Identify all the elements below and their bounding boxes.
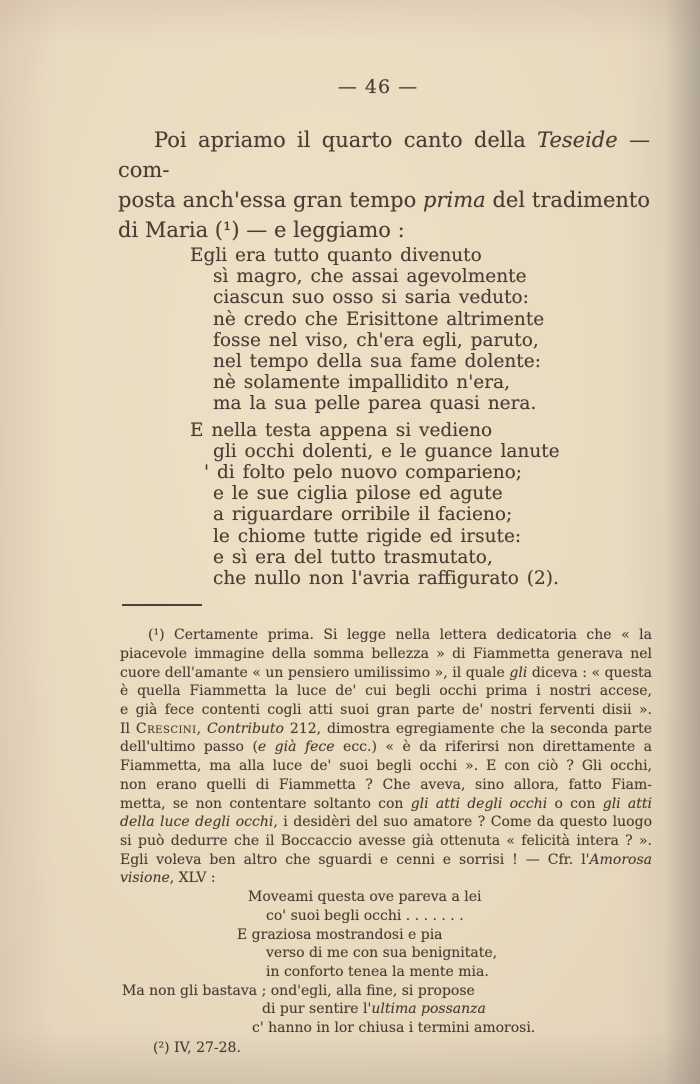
footnote-line (120, 795, 652, 814)
footnote-line (120, 682, 652, 701)
footnote-closing-line (120, 982, 700, 1001)
text-segment: , i desidèri del suo amatore ? Come da questo luogo (273, 814, 652, 831)
poem-line: nè credo che Erisittone altrimente (213, 308, 545, 330)
footnote-line (120, 776, 652, 795)
footnote-line (120, 720, 652, 739)
text-segment: e già fece contenti cogli atti suoi gran parte de' nostri ferventi disii ». (120, 702, 652, 719)
text-segment: piacevole immagine della somma bellezza » di Fiammetta generava nel (120, 645, 652, 662)
text-segment: gli atti degli occhi (410, 795, 548, 812)
footnote-line (120, 701, 652, 720)
poem-line: fosse nel viso, ch'era egli, paruto, (213, 329, 539, 351)
text-segment: prima (423, 188, 486, 212)
text-segment: metta, se non contentare soltanto con (120, 795, 411, 812)
footnote-verse-line: in conforto tenea la mente mia. (266, 963, 489, 980)
footnote-verse-line: verso di me con sua benignitate, (266, 945, 498, 962)
poem-line: sì magro, che assai agevolmente (213, 266, 527, 288)
poem-line: a riguardare orribile il facieno; (213, 504, 513, 526)
intro-line (118, 215, 650, 245)
text-segment: c' hanno in lor chiusa i termini amorosi. (252, 1020, 536, 1037)
footnote-verse (120, 888, 700, 982)
text-segment: Crescini (135, 720, 197, 737)
poem-line: e sì era del tutto trasmutato, (213, 546, 493, 568)
text-segment: , (196, 720, 207, 737)
poem-line: ' di folto pelo nuovo comparieno; (204, 462, 523, 484)
footnote-line (120, 645, 652, 664)
text-segment: non erano quelli di Fiammetta ? Che aveva, sino allora, fatto Fiam- (120, 776, 652, 793)
text-segment: Teseide (537, 128, 618, 152)
text-segment: e già fece (257, 739, 335, 756)
footnote-line (120, 851, 652, 870)
text-segment: Il (120, 720, 136, 737)
text-segment: — com- (118, 128, 650, 182)
footnote-line (120, 664, 652, 683)
text-segment: cuore dell'amante « un pensiero umilissimo », il quale (120, 664, 510, 681)
text-segment: Fiammetta, ma alla luce de' suoi begli occhi ». E con ciò ? Gli occhi, (120, 758, 652, 775)
text-segment: di Maria (¹) — e leggiamo : (118, 218, 405, 242)
text-segment: visione (120, 870, 170, 887)
footnote-closing (120, 982, 700, 1058)
page-number: — 46 — (337, 76, 419, 98)
intro-line (118, 185, 650, 215)
poem-quotation (190, 245, 700, 589)
text-segment: dell'ultimo passo ( (120, 739, 258, 756)
footnote-line (120, 832, 652, 851)
text-segment: Ma non gli bastava ; ond'egli, alla fine, si propose (122, 982, 475, 999)
footnote-verse-line: co' suoi begli occhi . . . . . . . (266, 907, 464, 924)
text-segment: Contributo (207, 720, 284, 737)
footnote-line (120, 869, 652, 888)
footnote-closing-line (120, 1000, 700, 1019)
text-segment: posta anch'essa gran tempo (118, 188, 424, 212)
intro-line (118, 125, 650, 185)
poem-line: Egli era tutto quanto divenuto (190, 245, 482, 266)
footnote-line (120, 813, 652, 832)
text-segment: Poi apriamo il quarto canto della (154, 128, 538, 152)
footnote-line (120, 738, 652, 757)
text-segment: Egli voleva ben altro che sguardi e cenni e sorrisi ! — Cfr. l' (120, 851, 590, 868)
intro-paragraph (118, 125, 650, 245)
text-segment: o con (547, 795, 603, 812)
text-segment: 212, dimostra egregiamente che la seconda parte (284, 720, 652, 737)
poem-line: che nullo non l'avria raffigurato (2). (213, 568, 559, 590)
text-segment: della luce degli occhi (120, 814, 274, 831)
footnote-ref-line: (²) IV, 27-28. (153, 1039, 241, 1056)
footnote-closing-line (120, 1019, 700, 1038)
footnote-block (120, 626, 652, 888)
footnote-line (120, 626, 652, 645)
text-segment: gli (509, 664, 528, 681)
poem-line: le chiome tutte rigide ed irsute: (213, 525, 522, 547)
poem-line: E nella testa appena si vedieno (190, 419, 493, 441)
text-segment: diceva : « questa (527, 664, 652, 681)
text-segment: di pur sentire l' (262, 1001, 372, 1018)
text-segment: (¹) Certamente prima. Si legge nella lettera dedicatoria che « la (148, 627, 652, 644)
poem-line: ma la sua pelle parea quasi nera. (213, 393, 537, 415)
footnote-separator-rule (122, 604, 202, 606)
text-segment: ecc.) « è da riferirsi non direttamente a (334, 739, 652, 756)
footnote-line (120, 757, 652, 776)
footnote-verse-line: E graziosa mostrandosi e pia (237, 926, 443, 943)
poem-line: e le sue ciglia pilose ed agute (213, 483, 503, 505)
text-segment: Amorosa (589, 851, 652, 868)
footnote-verse-line: Moveami questa ove pareva a lei (248, 889, 482, 906)
poem-line: nè solamente impallidito n'era, (213, 372, 510, 394)
poem-line: nel tempo della sua fame dolente: (213, 351, 541, 373)
text-segment: si può dedurre che il Boccaccio avesse già ottenuta « felicità intera ? ». (120, 832, 652, 849)
poem-line: gli occhi dolenti, e le guance lanute (213, 440, 560, 462)
text-segment: gli atti (602, 795, 652, 812)
poem-line: ciascun suo osso si saria veduto: (213, 287, 529, 309)
text-segment: è quella Fiammetta la luce de' cui begli occhi prima i nostri accese, (120, 683, 652, 700)
text-segment: del tradimento (485, 188, 650, 212)
text-segment: ultima possanza (371, 1001, 486, 1018)
text-segment: , XLV : (169, 870, 216, 887)
